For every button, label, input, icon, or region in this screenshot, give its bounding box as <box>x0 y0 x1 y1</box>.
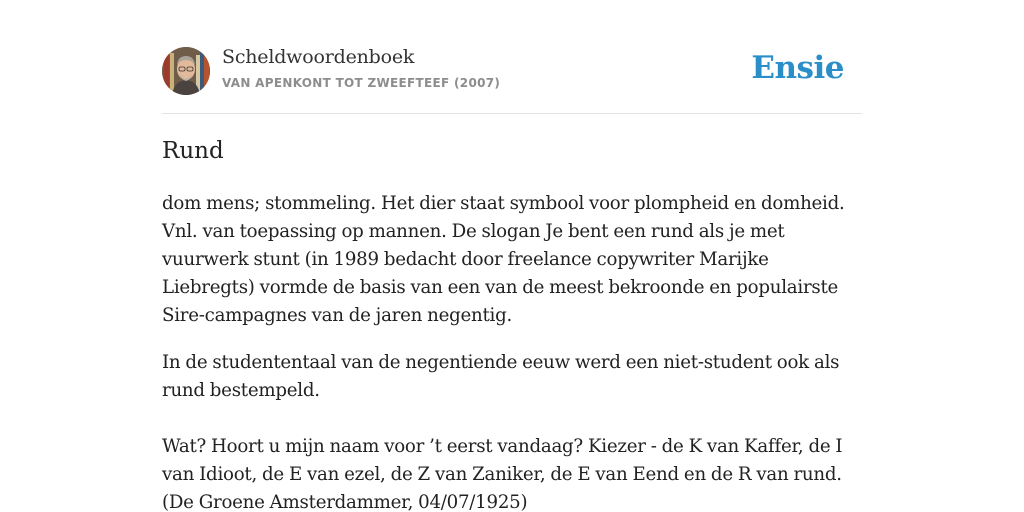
author-name[interactable]: Scheldwoordenboek <box>222 46 415 68</box>
entry-card <box>162 0 862 512</box>
author-avatar[interactable] <box>162 47 210 95</box>
author-portrait-icon <box>162 47 210 95</box>
quotation-paragraph: Wat? Hoort u mijn naam voor ’t eerst vandaag? Kiezer - de K van Kaffer, de I van Idioot, de E van ezel, de Z van Zaniker, de E van Eend en de R van rund. (De Groene Amsterdammer, 04/07/1925) <box>162 436 843 512</box>
definition-paragraph: dom mens; stommeling. Het dier staat symbool voor plompheid en domheid. Vnl. van toepassing op mannen. De slogan Je bent een rund als je met vuurwerk stunt (in 1989 bedacht door freelance copywriter Marijke Liebregts) vormde de basis van een van de meest bekroonde en populairste Sire-campagnes van de jaren negentig. <box>162 193 845 326</box>
author-subtitle: VAN APENKONT TOT ZWEEFTEEF (2007) <box>222 76 501 90</box>
header-divider <box>162 113 862 114</box>
entry-term: Rund <box>162 138 224 164</box>
header <box>162 46 862 96</box>
ensie-logo[interactable]: Ensie <box>751 50 844 86</box>
definition-paragraph: In de studententaal van de negentiende eeuw werd een niet-student ook als rund bestempeld. <box>162 352 840 401</box>
